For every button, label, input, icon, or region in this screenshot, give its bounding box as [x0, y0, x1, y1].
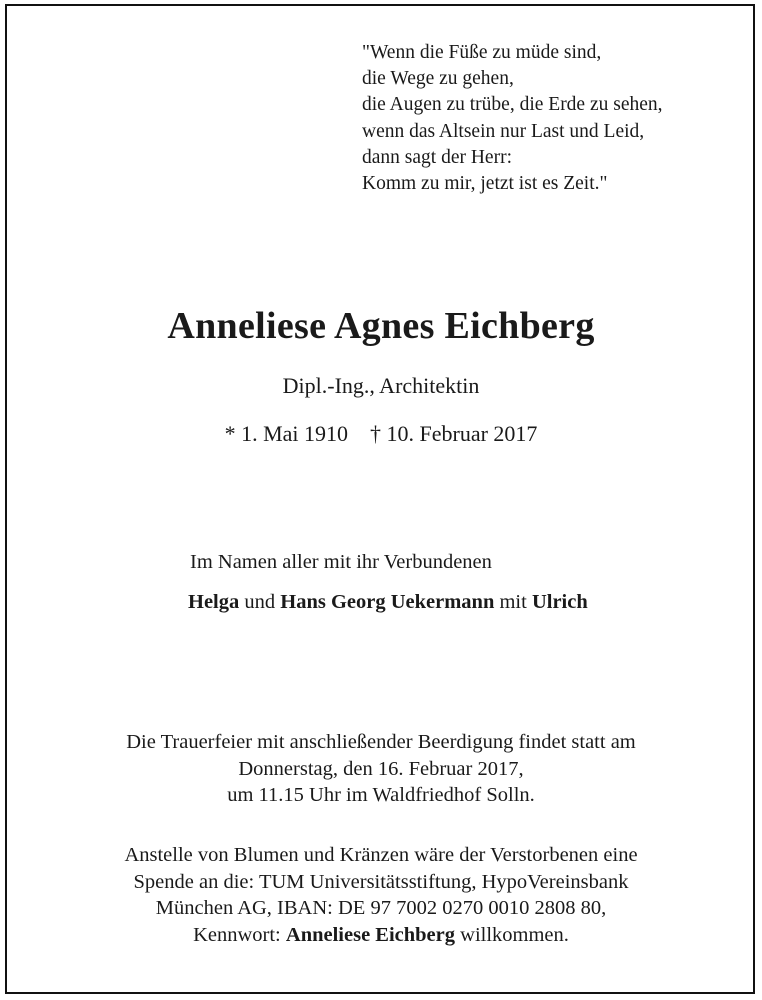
service-line: Die Trauerfeier mit anschließender Beerdigung findet statt am	[126, 731, 636, 753]
closing: willkommen.	[460, 923, 569, 946]
donation-line: München AG, IBAN: DE 97 7002 0270 0010 2808 80,	[155, 897, 607, 919]
donation-line: Spende an die: TUM Universitätsstiftung, HypoVereinsbank	[133, 870, 629, 893]
poem-line: die Augen zu trübe, die Erde zu sehen,	[362, 94, 663, 116]
birth-date: * 1. Mai 1910	[224, 421, 349, 446]
donation-line	[0, 922, 762, 949]
keyword: Anneliese Eichberg	[285, 923, 456, 946]
poem	[362, 40, 663, 197]
poem-line: wenn das Altsein nur Last und Leid,	[362, 120, 645, 142]
poem-line: "Wenn die Füße zu müde sind,	[362, 42, 602, 63]
life-dates	[0, 421, 762, 447]
mourner-name: Ulrich	[531, 591, 588, 613]
funeral-service	[0, 729, 762, 809]
mourners-names	[188, 591, 588, 614]
keyword-label: Kennwort:	[193, 923, 281, 946]
donation-line: Anstelle von Blumen und Kränzen wäre der Verstorbenen eine	[124, 844, 638, 866]
deceased-title: Dipl.-Ing., Architektin	[282, 373, 480, 398]
deceased-name: Anneliese Agnes Eichberg	[167, 305, 595, 347]
mourner-name: Helga	[188, 591, 240, 613]
death-date: † 10. Februar 2017	[370, 421, 538, 446]
poem-line: Komm zu mir, jetzt ist es Zeit."	[362, 173, 608, 195]
mourner-name: Hans Georg Uekermann	[280, 591, 495, 613]
service-line: Donnerstag, den 16. Februar 2017,	[238, 757, 524, 780]
conjunction: und	[244, 591, 276, 613]
donation-note	[0, 842, 762, 948]
mourners-intro: Im Namen aller mit ihr Verbundenen	[190, 551, 492, 573]
conjunction: mit	[499, 591, 527, 613]
service-line: um 11.15 Uhr im Waldfriedhof Solln.	[227, 784, 535, 806]
poem-line: dann sagt der Herr:	[362, 146, 512, 168]
poem-line: die Wege zu gehen,	[362, 68, 514, 90]
